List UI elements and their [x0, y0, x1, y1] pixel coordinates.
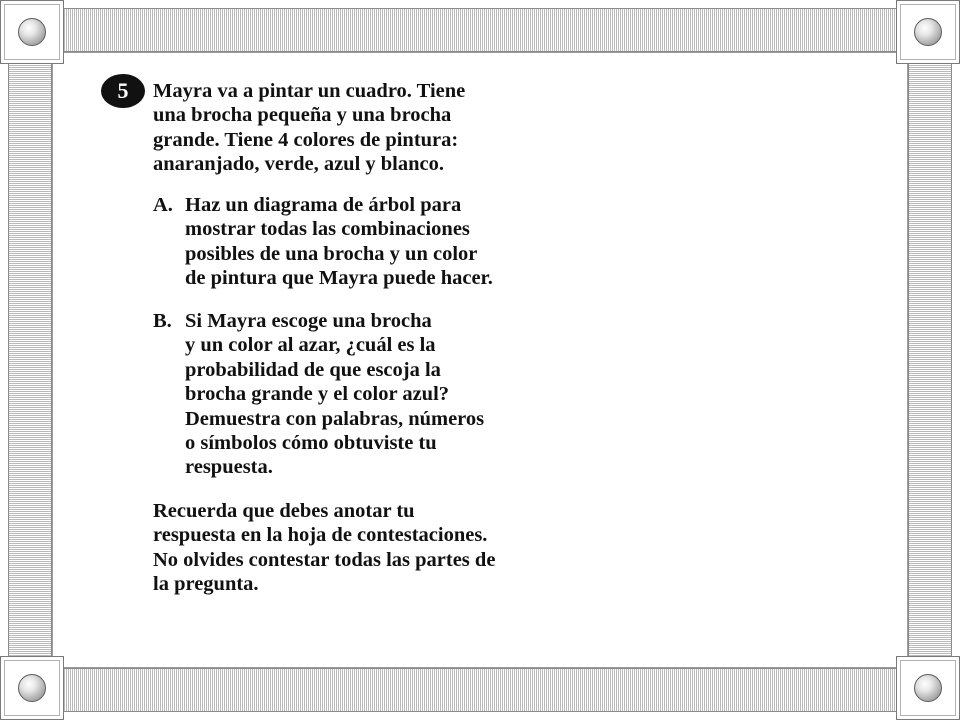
- part-a-letter: A.: [153, 194, 173, 216]
- part-b-line: y un color al azar, ¿cuál es la: [185, 334, 436, 357]
- grommet-icon: [18, 18, 46, 46]
- part-a-line: posibles de una brocha y un color: [185, 242, 478, 265]
- part-b-line: respuesta.: [185, 456, 273, 479]
- grommet-icon: [914, 18, 942, 46]
- part-b-letter: B.: [153, 310, 172, 332]
- frame-bottom-bar: [48, 668, 912, 712]
- frame-right-bar: [908, 48, 952, 672]
- question-stem: [153, 79, 465, 177]
- stem-line: una brocha pequeña y una brocha: [153, 104, 452, 127]
- note-line: No olvides contestar todas las partes de: [153, 548, 496, 571]
- part-a-line: mostrar todas las combinaciones: [185, 218, 470, 241]
- note-line: la pregunta.: [153, 573, 259, 596]
- part-a-text: [185, 193, 493, 291]
- frame-top-bar: [48, 8, 912, 52]
- part-b-text: [185, 309, 484, 480]
- corner-bottom-right: [896, 656, 960, 720]
- part-b-line: brocha grande y el color azul?: [185, 383, 450, 406]
- stem-line: anaranjado, verde, azul y blanco.: [153, 153, 444, 176]
- part-a-line: de pintura que Mayra puede hacer.: [185, 267, 493, 290]
- part-a-line: Haz un diagrama de árbol para: [185, 194, 462, 216]
- corner-top-left: [0, 0, 64, 64]
- question-number-badge: 5: [101, 74, 145, 108]
- part-b-line: o símbolos cómo obtuviste tu: [185, 432, 437, 455]
- answer-reminder-note: [153, 499, 495, 597]
- corner-top-right: [896, 0, 960, 64]
- corner-bottom-left: [0, 656, 64, 720]
- grommet-icon: [18, 674, 46, 702]
- frame-left-bar: [8, 48, 52, 672]
- part-b-line: Si Mayra escoge una brocha: [185, 310, 432, 332]
- stem-line: Mayra va a pintar un cuadro. Tiene: [153, 80, 466, 102]
- grommet-icon: [914, 674, 942, 702]
- note-line: Recuerda que debes anotar tu: [153, 500, 415, 522]
- note-line: respuesta en la hoja de contestaciones.: [153, 524, 488, 547]
- part-b-line: probabilidad de que escoja la: [185, 358, 441, 381]
- part-b-line: Demuestra con palabras, números: [185, 407, 485, 430]
- stem-line: grande. Tiene 4 colores de pintura:: [153, 128, 459, 151]
